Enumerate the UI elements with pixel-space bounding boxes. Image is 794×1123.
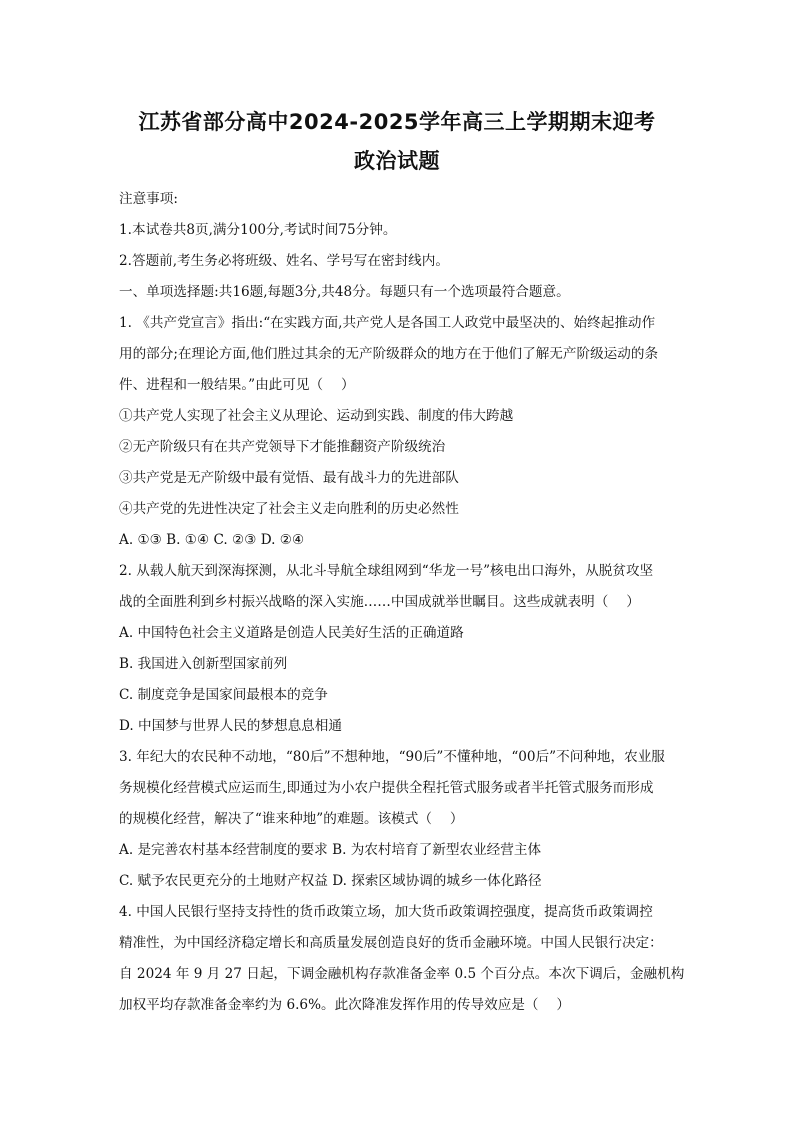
question-stem-line: 精准性，为中国经济稳定增长和高质量发展创造良好的货币金融环境。中国人民银行决定： bbox=[119, 935, 663, 951]
question-stem-line: 1. 《共产党宣言》指出:“在实践方面,共产党人是各国工人政党中最坚决的、始终起推动作 bbox=[119, 315, 656, 331]
section-heading: 一、单项选择题:共16题,每题3分,共48分。每题只有一个选项最符合题意。 bbox=[119, 284, 570, 300]
question-option: A. 是完善农村基本经营制度的要求 B. 为农村培育了新型农业经营主体 bbox=[119, 842, 542, 858]
question-options: A. ①③ B. ①④ C. ②③ D. ②④ bbox=[119, 532, 305, 548]
question-statement: ③共产党是无产阶级中最有觉悟、最有战斗力的先进部队 bbox=[119, 470, 459, 486]
question-stem-line: 3. 年纪大的农民种不动地，“80后”不想种地，“90后”不懂种地，“00后”不问种地，农业服 bbox=[119, 749, 665, 765]
question-3 bbox=[119, 742, 679, 897]
question-4 bbox=[119, 897, 685, 1021]
question-stem-line: 4. 中国人民银行坚持支持性的货币政策立场，加大货币政策调控强度，提高货币政策调控 bbox=[119, 904, 653, 920]
question-statement: ④共产党的先进性决定了社会主义走向胜利的历史必然性 bbox=[119, 501, 459, 517]
notice-item: 2.答题前,考生务必将班级、姓名、学号写在密封线内。 bbox=[119, 253, 449, 269]
question-stem-line: 自 2024 年 9 月 27 日起，下调金融机构存款准备金率 0.5 个百分点。本次下调后，金融机构 bbox=[119, 966, 685, 982]
question-stem-line: 的规模化经营，解决了“谁来种地”的难题。该模式（ ） bbox=[119, 811, 464, 827]
question-stem-line: 战的全面胜利到乡村振兴战略的深入实施……中国成就举世瞩目。这些成就表明（ ） bbox=[119, 594, 640, 610]
notice-item: 1.本试卷共8页,满分100分,考试时间75分钟。 bbox=[119, 222, 397, 238]
question-option: A. 中国特色社会主义道路是创造人民美好生活的正确道路 bbox=[119, 625, 464, 641]
question-statement: ①共产党人实现了社会主义从理论、运动到实践、制度的伟大跨越 bbox=[119, 408, 514, 424]
question-stem-line: 件、进程和一般结果。”由此可见（ ） bbox=[119, 377, 355, 393]
question-2 bbox=[119, 556, 679, 742]
exam-subtitle: 政治试题 bbox=[354, 149, 440, 173]
question-option: C. 赋予农民更充分的土地财产权益 D. 探索区域协调的城乡一体化路径 bbox=[119, 873, 542, 889]
question-stem-line: 务规模化经营模式应运而生,即通过为小农户提供全程托管式服务或者半托管式服务而形成 bbox=[119, 780, 654, 796]
question-1 bbox=[119, 308, 679, 556]
question-option: B. 我国进入创新型国家前列 bbox=[119, 656, 288, 672]
question-stem-line: 用的部分;在理论方面,他们胜过其余的无产阶级群众的地方在于他们了解无产阶级运动的条 bbox=[119, 346, 659, 362]
exam-title: 江苏省部分高中2024-2025学年高三上学期期末迎考 bbox=[138, 110, 656, 134]
question-option: D. 中国梦与世界人民的梦想息息相通 bbox=[119, 718, 342, 734]
question-option: C. 制度竞争是国家间最根本的竞争 bbox=[119, 687, 328, 703]
question-stem-line: 2. 从载人航天到深海探测，从北斗导航全球组网到“华龙一号”核电出口海外，从脱贫攻坚 bbox=[119, 563, 654, 579]
notice-heading: 注意事项: bbox=[119, 191, 178, 207]
question-statement: ②无产阶级只有在共产党领导下才能推翻资产阶级统治 bbox=[119, 439, 446, 455]
exam-body bbox=[119, 184, 685, 1021]
question-stem-line: 加权平均存款准备金率约为 6.6%。此次降准发挥作用的传导效应是（ ） bbox=[119, 997, 570, 1013]
